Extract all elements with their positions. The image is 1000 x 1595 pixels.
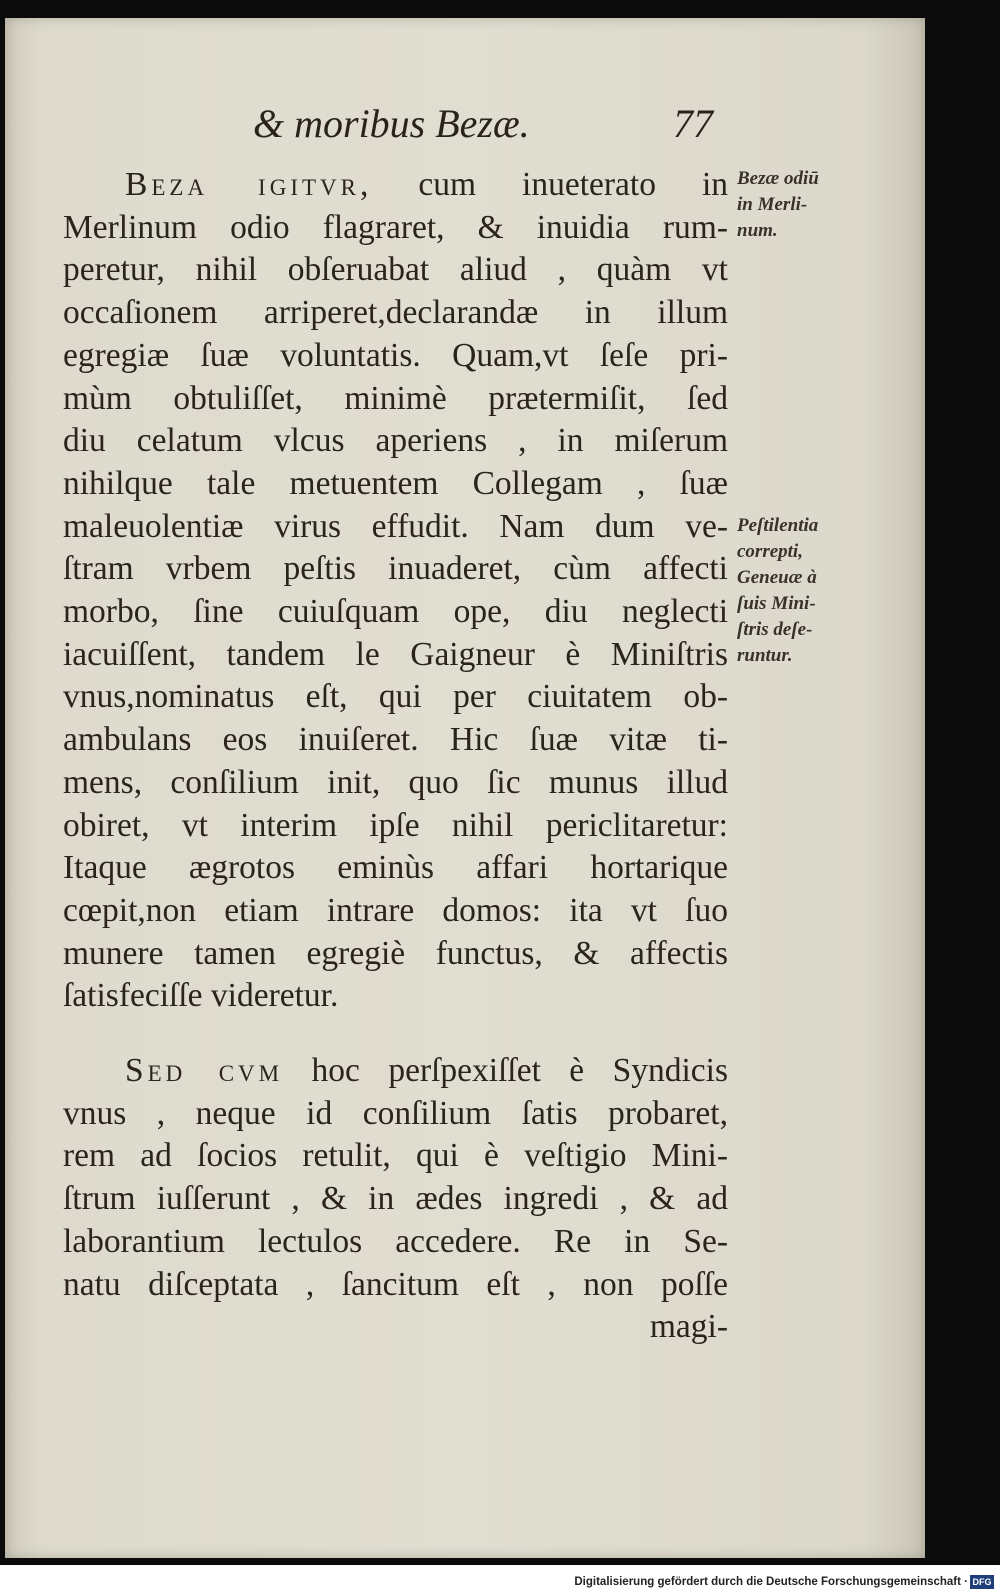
text-line: maleuolentiæ virus effudit. Nam dum ve-: [63, 507, 728, 545]
text-line: Sed cvm hoc perſpexiſſet è Syndicis: [125, 1052, 728, 1090]
paragraph-2: [63, 1050, 728, 1349]
text-line: vnus , neque id conſilium ſatis probaret,: [63, 1094, 728, 1132]
text-line: cœpit,non etiam intrare domos: ita vt ſuo: [63, 891, 728, 929]
paragraph-lead: Beza igitvr,: [125, 166, 373, 203]
text-line: Itaque ægrotos eminùs affari hortarique: [63, 849, 728, 887]
text-line: laborantium lectulos accedere. Re in Se-: [63, 1222, 728, 1260]
text-line: iacuiſſent, tandem le Gaigneur è Miniſtris: [63, 635, 728, 673]
text-line: munere tamen egregiè functus, & affectis: [63, 934, 728, 972]
text-line: ambulans eos inuiſeret. Hic ſuæ vitæ ti-: [63, 721, 728, 759]
text-line: mùm obtuliſſet, minimè prætermiſit, ſed: [63, 379, 728, 417]
page-header: [5, 100, 925, 150]
digitization-footer: [0, 1565, 1000, 1595]
main-text: [63, 164, 728, 1349]
text-line: Beza igitvr, cum inueterato in: [125, 166, 728, 203]
text-line: occaſionem arriperet,declarandæ in illum: [63, 294, 728, 332]
text-line: obiret, vt interim ipſe nihil periclitaretur:: [63, 806, 728, 844]
text-line: peretur, nihil obſeruabat aliud , quàm vt: [63, 251, 728, 289]
book-page: [5, 18, 925, 1558]
text-line: mens, conſilium init, quo ſic munus illud: [63, 763, 728, 801]
catchword: magi-: [649, 1308, 728, 1346]
text-line: diu celatum vlcus aperiens , in miſerum: [63, 422, 728, 460]
scan-right-edge: [925, 18, 1000, 1558]
page-number: 77: [673, 101, 713, 146]
text-line: egregiæ ſuæ voluntatis. Quam,vt ſeſe pri-: [63, 336, 728, 374]
text-line: ſatisfeciſſe videretur.: [63, 977, 339, 1015]
text-line: natu diſceptata , ſancitum eſt , non poſſe: [63, 1265, 728, 1303]
text-line: ſtram vrbem peſtis inuaderet, cùm affecti: [63, 550, 728, 588]
text-line: Merlinum odio flagraret, & inuidia rum-: [63, 208, 728, 246]
paragraph-gap: [63, 1018, 728, 1050]
text-line: morbo, ſine cuiuſquam ope, diu neglecti: [63, 593, 728, 631]
text-line: vnus,nominatus eſt, qui per ciuitatem ob-: [63, 678, 728, 716]
dfg-logo-icon: DFG: [970, 1575, 994, 1589]
marginal-note-1: Bezæ odiū in Merli- num.: [737, 168, 819, 241]
text-line: nihilque tale metuentem Collegam , ſuæ: [63, 464, 728, 502]
text-line: rem ad ſocios retulit, qui è veſtigio Mini-: [63, 1137, 728, 1175]
paragraph-lead: Sed cvm: [125, 1052, 284, 1090]
marginal-note-2: Peſtilentia correpti, Geneuæ à ſuis Mini- ſtris deſe- runtur.: [737, 515, 819, 666]
paragraph-1: [63, 164, 728, 1018]
text-line: ſtrum iuſſerunt , & in ædes ingredi , & ad: [63, 1180, 728, 1218]
running-head: & moribus Bezæ.: [253, 101, 530, 146]
footer-credit: Digitalisierung gefördert durch die Deutsche Forschungsgemeinschaft ·: [574, 1576, 968, 1588]
